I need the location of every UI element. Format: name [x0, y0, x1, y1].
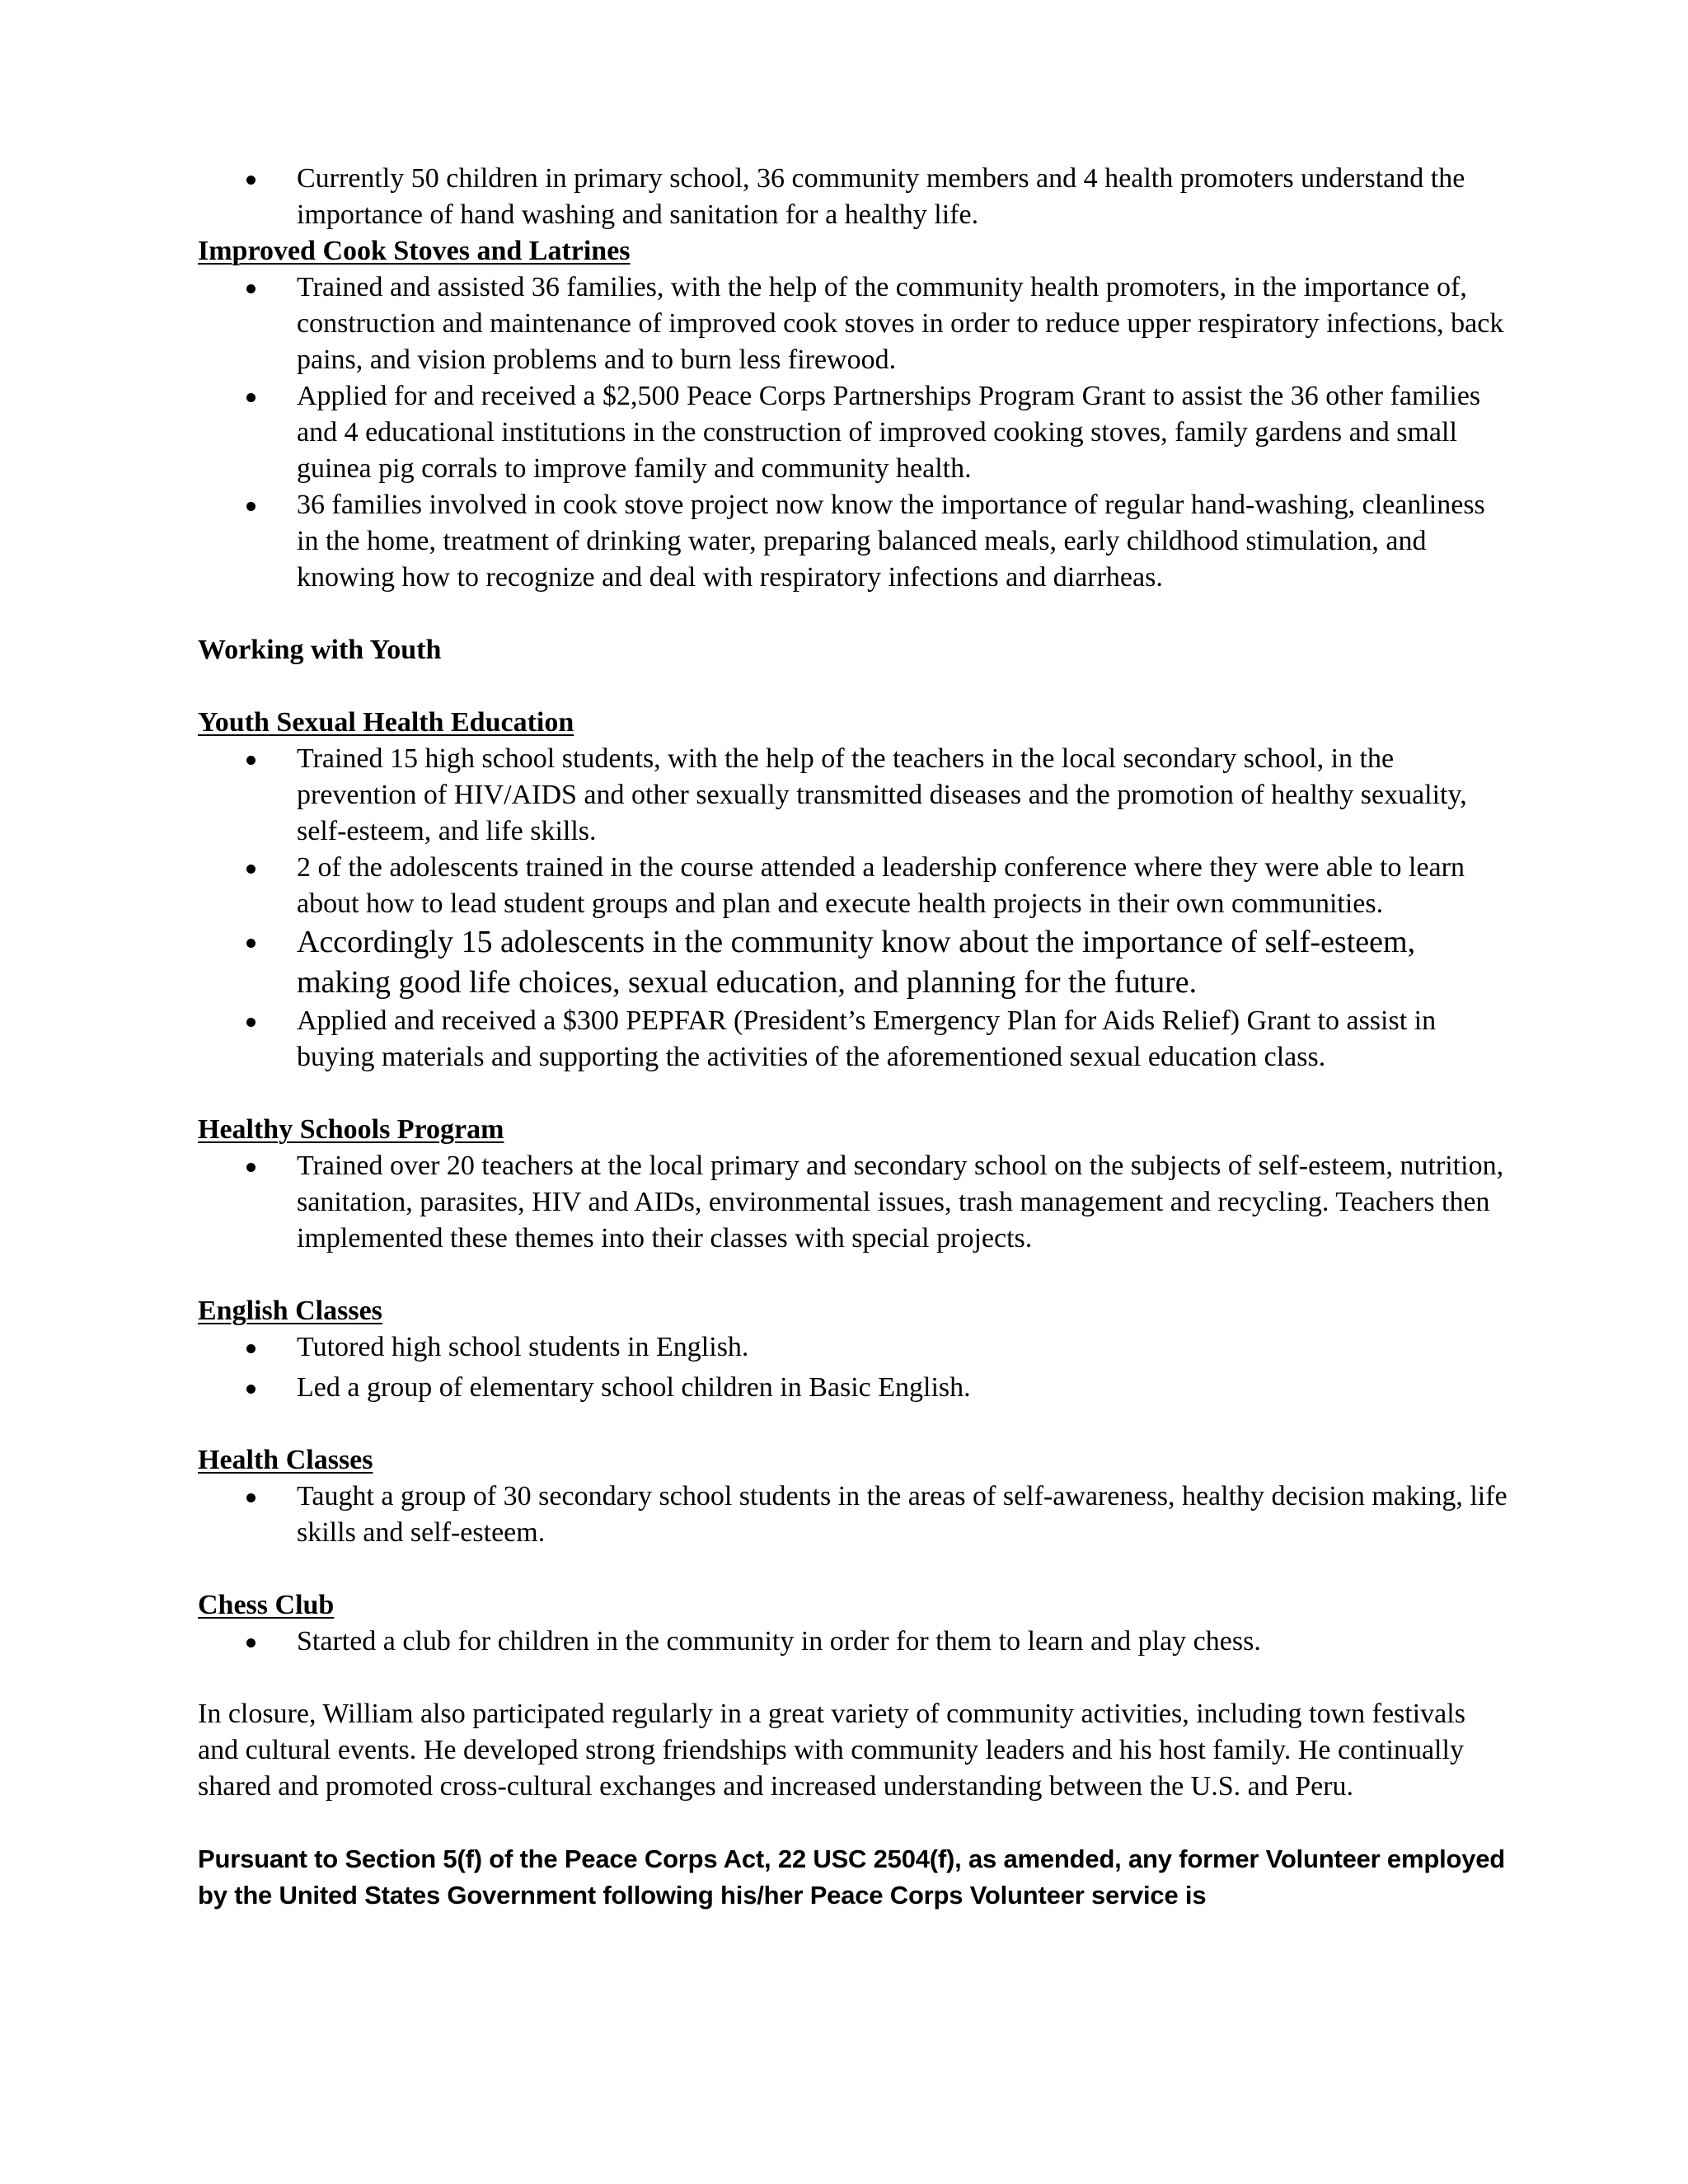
legal-notice: Pursuant to Section 5(f) of the Peace Corps Act, 22 USC 2504(f), as amended, any former Volunteer employed by the United States Government following his/her Peace Corps Volunteer service is: [198, 1844, 1506, 1910]
list-item-text: Led a group of elementary school children in Basic English.: [297, 1372, 971, 1403]
list-item: [198, 487, 1508, 596]
bullet-icon: [246, 393, 256, 402]
section-heading-health-classes: Health Classes: [198, 1445, 373, 1475]
list-item-text: Tutored high school students in English.: [297, 1332, 749, 1362]
bullet-icon: [246, 1163, 256, 1172]
bullet-icon: [246, 502, 256, 511]
list-item-text: Taught a group of 30 secondary school students in the areas of self-awareness, healthy decision making, life skills and self-esteem.: [297, 1481, 1507, 1548]
spacer: [198, 1551, 1508, 1587]
list-item: [198, 850, 1508, 922]
cook-stoves-bullet-list: [198, 269, 1508, 596]
bullet-icon: [246, 1638, 256, 1647]
section-heading-cook-stoves: Improved Cook Stoves and Latrines: [198, 236, 631, 266]
bullet-icon: [246, 939, 256, 948]
spacer: [198, 1406, 1508, 1442]
list-item: [198, 1329, 1508, 1366]
list-item-text: Started a club for children in the community in order for them to learn and play chess.: [297, 1626, 1261, 1657]
section-title-working-with-youth: Working with Youth: [198, 635, 442, 665]
bullet-icon: [246, 1344, 256, 1353]
list-item-text: Applied and received a $300 PEPFAR (President’s Emergency Plan for Aids Relief) Grant to assist in buying materials and supporting the activities of the aforementioned sexual education class.: [297, 1005, 1437, 1072]
list-item: [198, 741, 1508, 850]
list-item-text: Applied for and received a $2,500 Peace Corps Partnerships Program Grant to assist the 36 other families and 4 educational institutions in the construction of improved cooking stoves, family gardens and small guinea pig corrals to improve family and community health.: [297, 381, 1481, 484]
spacer: [198, 1257, 1508, 1293]
list-item-text: Trained over 20 teachers at the local primary and secondary school on the subjects of self-esteem, nutrition, sanitation, parasites, HIV and AIDs, environmental issues, trash management and recycling. Teachers then implemented these themes into their classes with special projects.: [297, 1151, 1504, 1254]
section-heading-chess-club: Chess Club: [198, 1590, 335, 1620]
bullet-icon: [246, 284, 256, 293]
list-item: [198, 1148, 1508, 1257]
list-item: [198, 378, 1508, 487]
spacer: [198, 1076, 1508, 1112]
list-item-text: Trained and assisted 36 families, with the help of the community health promoters, in the importance of, construction and maintenance of improved cook stoves in order to reduce upper respiratory infections, back pains, and vision problems and to burn less firewood.: [297, 272, 1504, 375]
list-item-text: 36 families involved in cook stove project now know the importance of regular hand-washing, cleanliness in the home, treatment of drinking water, preparing balanced meals, early childhood stimulation, and knowing how to recognize and deal with respiratory infections and diarrheas.: [297, 490, 1485, 593]
health-classes-bullet-list: [198, 1479, 1508, 1551]
document-body: [198, 161, 1508, 1914]
bullet-icon: [246, 1385, 256, 1394]
bullet-icon: [246, 756, 256, 765]
youth-sexual-health-bullet-list: [198, 741, 1508, 1076]
bullet-icon: [246, 1018, 256, 1027]
bullet-icon: [246, 176, 256, 185]
english-classes-bullet-list: [198, 1329, 1508, 1406]
spacer: [198, 596, 1508, 632]
list-item: [198, 269, 1508, 378]
healthy-schools-bullet-list: [198, 1148, 1508, 1257]
list-item: [198, 1003, 1508, 1076]
spacer: [198, 1660, 1508, 1696]
section-heading-healthy-schools: Healthy Schools Program: [198, 1114, 504, 1145]
closing-paragraph: In closure, William also participated regularly in a great variety of community activities, including town festivals and cultural events. He developed strong friendships with community leaders and his host family. He continually shared and promoted cross-cultural exchanges and increased understanding between the U.S. and Peru.: [198, 1699, 1465, 1802]
list-item: [198, 1370, 1508, 1406]
list-item-text: Currently 50 children in primary school, 36 community members and 4 health promoters understand the importance of hand washing and sanitation for a healthy life.: [297, 163, 1465, 230]
list-item-text: Accordingly 15 adolescents in the community know about the importance of self-esteem, making good life choices, sexual education, and planning for the future.: [297, 925, 1416, 1000]
list-item: [198, 1624, 1508, 1660]
section-heading-english-classes: English Classes: [198, 1296, 382, 1326]
list-item: [198, 161, 1508, 233]
list-item-text: 2 of the adolescents trained in the course attended a leadership conference where they were able to learn about how to lead student groups and plan and execute health projects in their own communities.: [297, 852, 1465, 919]
top-bullet-list: [198, 161, 1508, 233]
spacer: [198, 1805, 1508, 1841]
bullet-icon: [246, 865, 256, 874]
chess-club-bullet-list: [198, 1624, 1508, 1660]
list-item: [198, 1479, 1508, 1551]
list-item-text: Trained 15 high school students, with the help of the teachers in the local secondary school, in the prevention of HIV/AIDS and other sexually transmitted diseases and the promotion of healthy sexuality, self-esteem, and life skills.: [297, 743, 1467, 846]
spacer: [198, 668, 1508, 705]
section-heading-youth-sexual-health: Youth Sexual Health Education: [198, 707, 574, 738]
bullet-icon: [246, 1493, 256, 1502]
list-item: [198, 922, 1508, 1003]
